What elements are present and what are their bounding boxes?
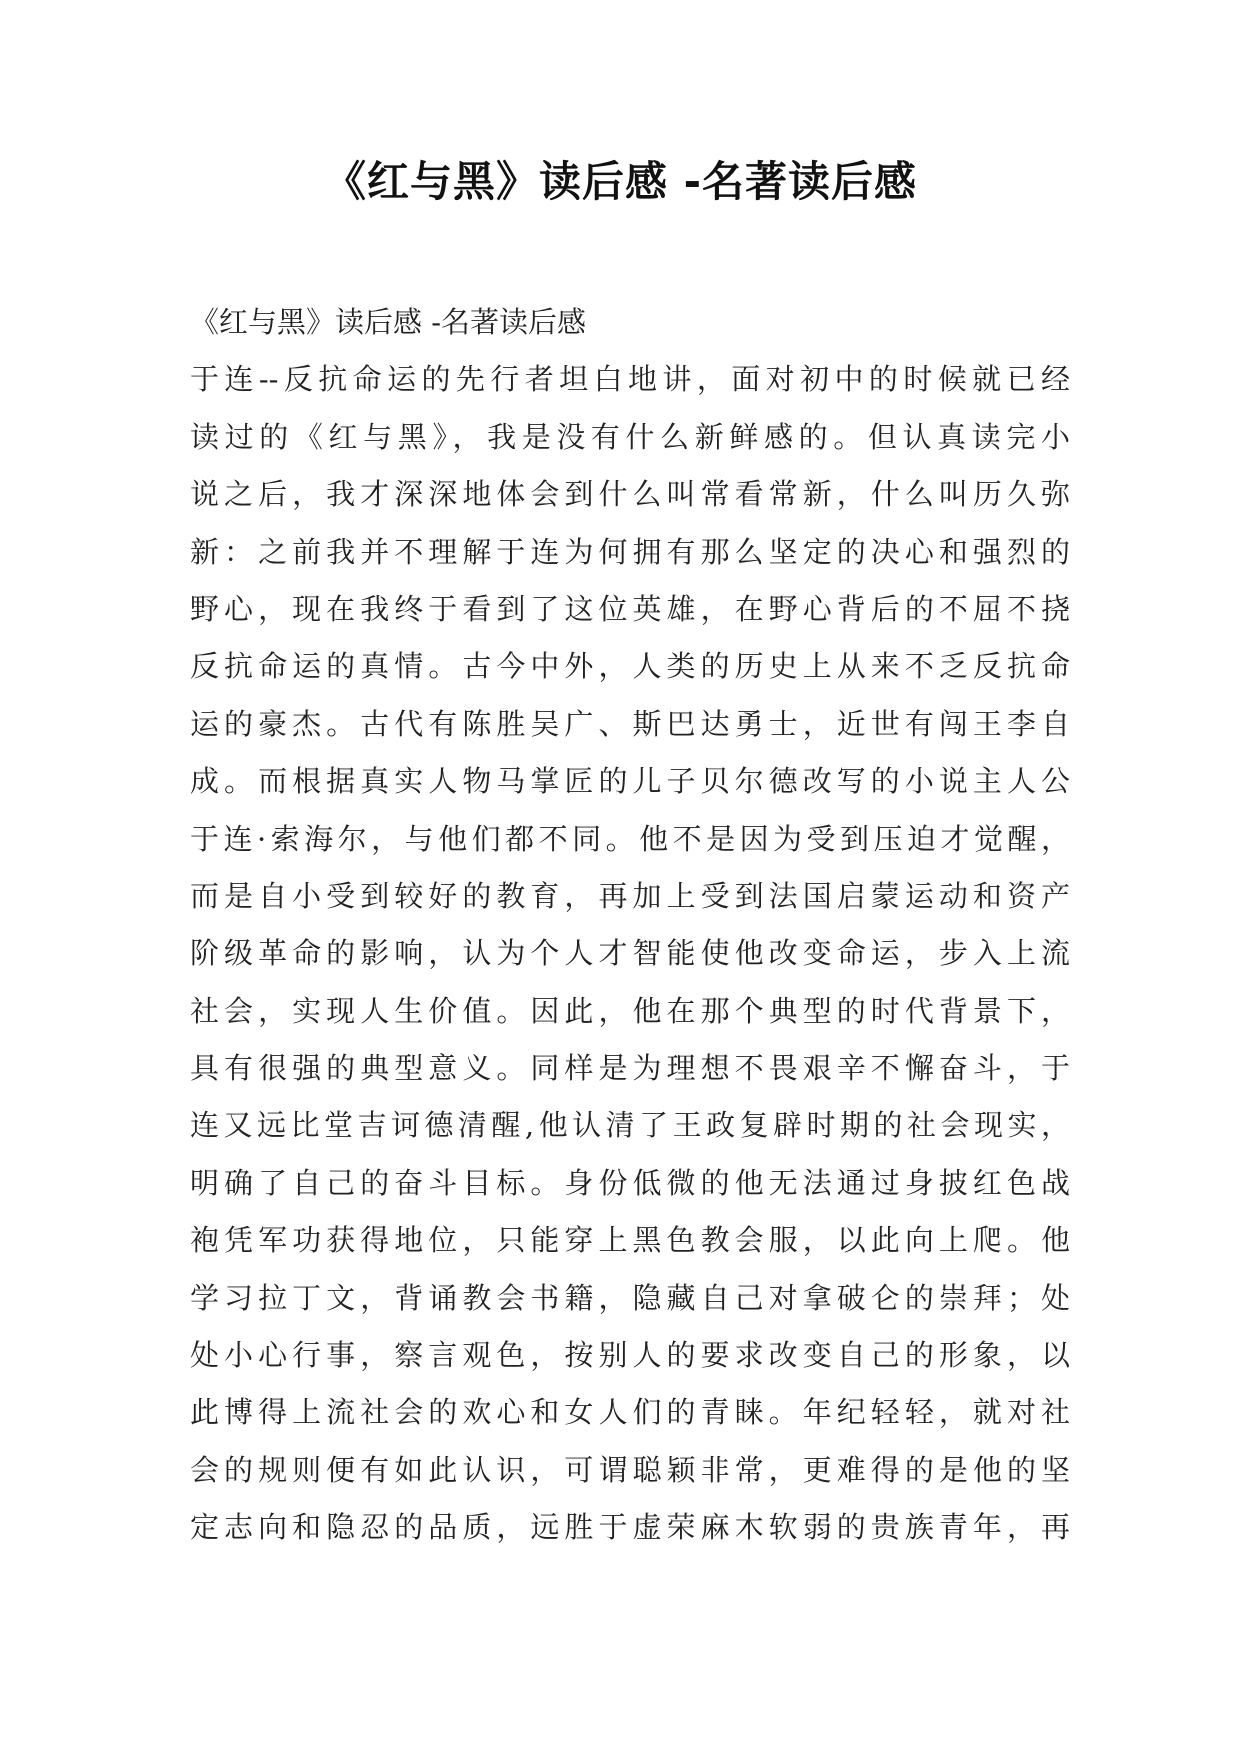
body-line: 成。而根据真实人物马掌匠的儿子贝尔德改写的小说主人公 <box>190 764 1070 799</box>
body-line: 说之后，我才深深地体会到什么叫常看常新，什么叫历久弥 <box>190 477 1070 512</box>
body-line: 明确了自己的奋斗目标。身份低微的他无法通过身披红色战 <box>190 1165 1070 1200</box>
body-line: 袍凭军功获得地位，只能穿上黑色教会服，以此向上爬。他 <box>190 1223 1070 1258</box>
body-line: 野心，现在我终于看到了这位英雄，在野心背后的不屈不挠 <box>190 591 1070 626</box>
body-line: 运的豪杰。古代有陈胜吴广、斯巴达勇士，近世有闯王李自 <box>190 706 1070 741</box>
body-line: 于连·索海尔，与他们都不同。他不是因为受到压迫才觉醒， <box>190 821 1070 856</box>
body-line: 学习拉丁文，背诵教会书籍，隐藏自己对拿破仑的崇拜；处 <box>190 1280 1070 1315</box>
body-line: 反抗命运的真情。古今中外，人类的历史上从来不乏反抗命 <box>190 649 1070 684</box>
body-line: 社会，实现人生价值。因此，他在那个典型的时代背景下， <box>190 993 1070 1028</box>
body-line: 而是自小受到较好的教育，再加上受到法国启蒙运动和资产 <box>190 878 1070 913</box>
body-line: 阶级革命的影响，认为个人才智能使他改变命运，步入上流 <box>190 936 1070 971</box>
body-line: 于连--反抗命运的先行者坦白地讲，面对初中的时候就已经 <box>190 362 1070 397</box>
document-title: 《红与黑》读后感 -名著读后感 <box>323 157 918 206</box>
body-line: 《红与黑》读后感 -名著读后感 <box>190 305 587 339</box>
document-body <box>190 294 1070 1557</box>
body-line: 具有很强的典型意义。同样是为理想不畏艰辛不懈奋斗，于 <box>190 1051 1070 1086</box>
body-line: 读过的《红与黑》，我是没有什么新鲜感的。但认真读完小 <box>190 419 1070 454</box>
body-line: 处小心行事，察言观色，按别人的要求改变自己的形象，以 <box>190 1338 1070 1373</box>
body-line: 此博得上流社会的欢心和女人们的青睐。年纪轻轻，就对社 <box>190 1395 1070 1430</box>
body-line: 定志向和隐忍的品质，远胜于虚荣麻木软弱的贵族青年，再 <box>190 1510 1070 1545</box>
body-line: 新：之前我并不理解于连为何拥有那么坚定的决心和强烈的 <box>190 534 1070 569</box>
body-line: 会的规则便有如此认识，可谓聪颖非常，更难得的是他的坚 <box>190 1452 1070 1487</box>
body-line: 连又远比堂吉诃德清醒,他认清了王政复辟时期的社会现实， <box>190 1108 1070 1143</box>
